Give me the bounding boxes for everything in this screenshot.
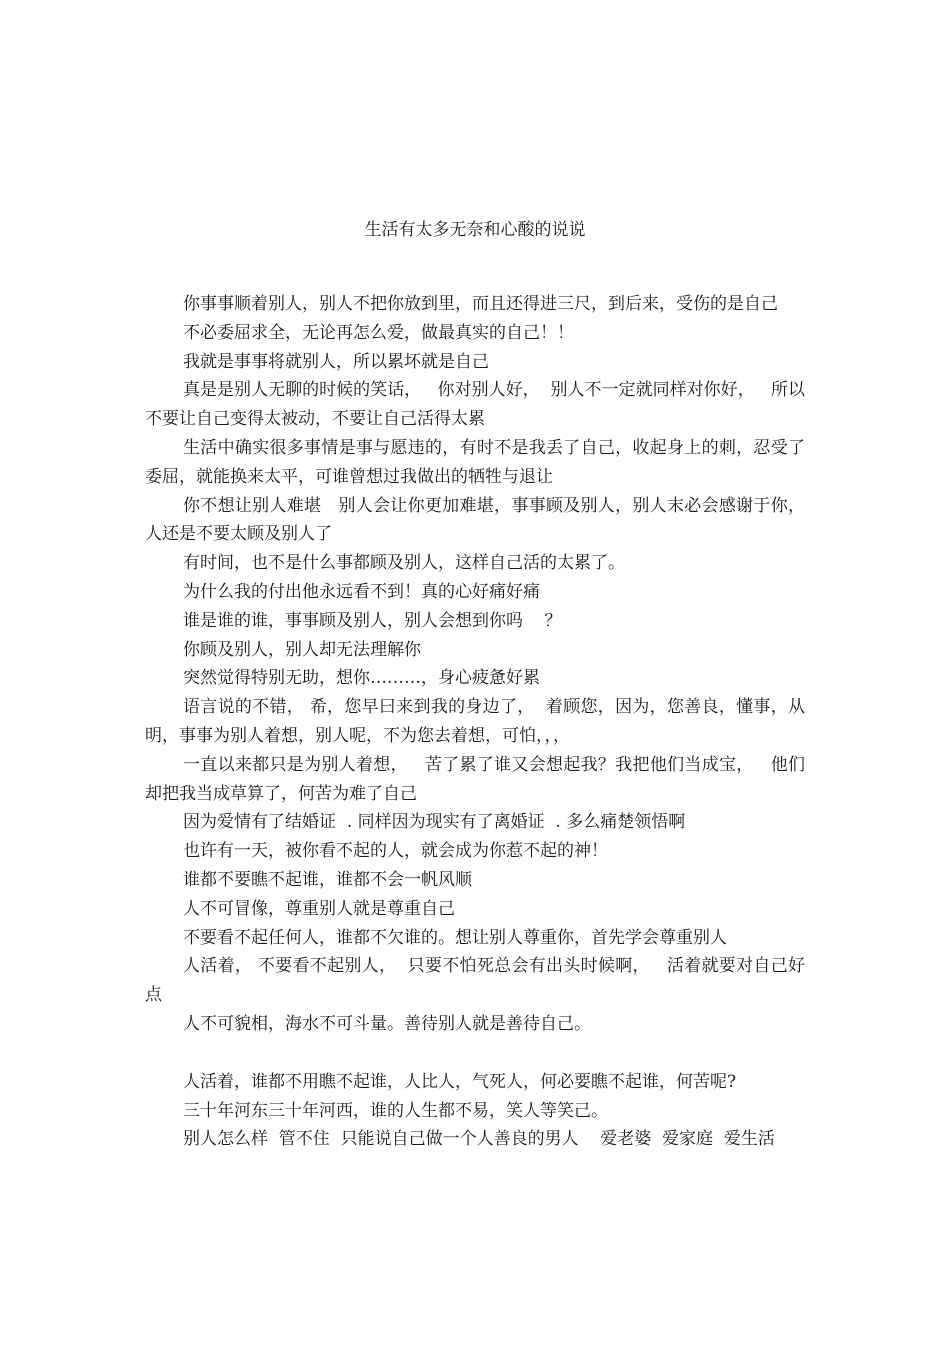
paragraph: 为什么我的付出他永远看不到！真的心好痛好痛 — [183, 581, 540, 602]
paragraph: 你事事顺着别人，别人不把你放到里，而且还得进三尺，到后来，受伤的是自己 — [183, 294, 778, 314]
paragraph: 谁都不要瞧不起谁，谁都不会一帆风顺 — [183, 869, 472, 890]
paragraph: 不必委屈求全，无论再怎么爱，做最真实的自己！！ — [183, 322, 574, 343]
paragraph-gap — [145, 1039, 805, 1068]
paragraph: 有时间，也不是什么事都顾及别人，这样自己活的太累了。 — [183, 553, 625, 574]
paragraph: 谁是谁的谁，事事顾及别人，别人会想到你吗 ？ — [183, 610, 562, 631]
paragraph: 也许有一天，被你看不起的人，就会成为你惹不起的神！ — [183, 841, 608, 862]
paragraph: 因为爱情有了结婚证 . 同样因为现实有了离婚证 . 多么痛楚领悟啊 — [183, 812, 686, 833]
paragraph: 突然觉得特别无助，想你………，身心疲惫好累 — [183, 668, 540, 689]
paragraph: 一直以来都只是为别人着想， 苦了累了谁又会想起我？我把他们当成宝， 他们却把我当成草算了，何苦为难了自己 — [145, 754, 805, 804]
paragraph: 生活中确实很多事情是事与愿违的，有时不是我丢了自己，收起身上的刺，忍受了委屈，就能换来太平，可谁曾想过我做出的牺牲与退让 — [145, 437, 805, 487]
paragraph: 不要看不起任何人，谁都不欠谁的。想让别人尊重你，首先学会尊重别人 — [183, 927, 727, 948]
document-body — [145, 290, 805, 1154]
paragraph: 你顾及别人，别人却无法理解你 — [183, 639, 421, 660]
paragraph: 三十年河东三十年河西，谁的人生都不易，笑人等笑己。 — [183, 1100, 608, 1121]
paragraph: 别人怎么样 管不住 只能说自己做一个人善良的男人 爱老婆 爱家庭 爱生活 — [183, 1129, 775, 1150]
document-title: 生活有太多无奈和心酸的说说 — [364, 220, 586, 240]
paragraph: 你不想让别人难堪 别人会让你更加难堪，事事顾及别人，别人末必会感谢于你，人还是不要太顾及别人了 — [145, 495, 805, 545]
paragraph: 人不可冒像，尊重别人就是尊重自己 — [183, 898, 455, 919]
paragraph: 人活着，谁都不用瞧不起谁，人比人，气死人，何必要瞧不起谁，何苦呢? — [183, 1071, 737, 1092]
paragraph: 人活着， 不要看不起别人， 只要不怕死总会有出头时候啊， 活着就要对自己好点 — [145, 956, 805, 1006]
paragraph: 人不可貌相，海水不可斗量。善待别人就是善待自己。 — [183, 1013, 591, 1034]
paragraph: 语言说的不错， 希，您早曰来到我的身边了， 着顾您，因为，您善良，懂事，从明，事事为别人着想，别人呢，不为您去着想，可怕，，， — [145, 697, 805, 746]
paragraph: 真是是别人无聊的时候的笑话， 你对别人好， 别人不一定就同样对你好， 所以不要让自己变得太被动，不要让自己活得太累 — [145, 380, 805, 430]
paragraph: 我就是事事将就别人，所以累坏就是自己 — [183, 351, 489, 372]
